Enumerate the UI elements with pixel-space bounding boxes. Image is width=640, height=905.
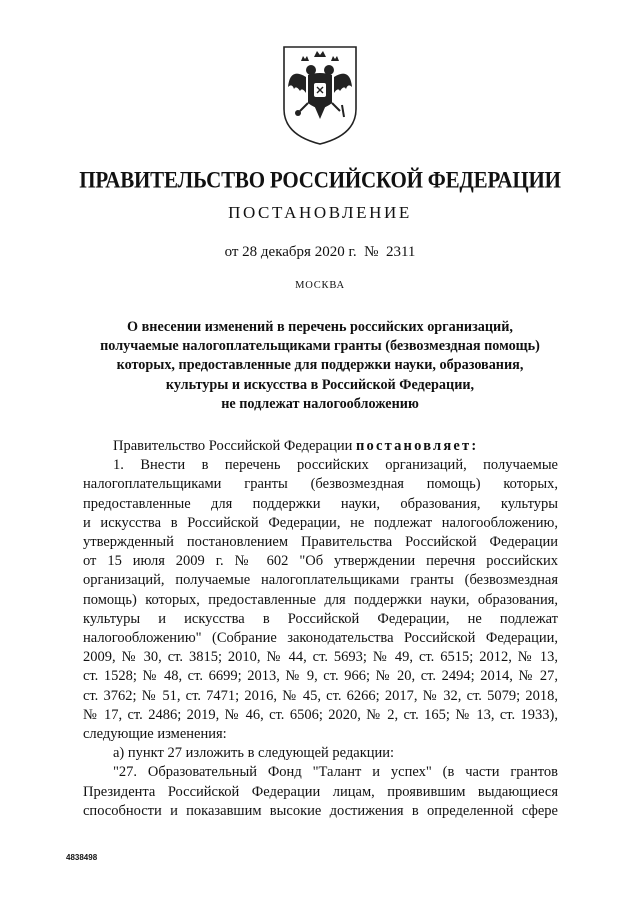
number-sign: №	[364, 244, 379, 260]
paragraph-line: помощь) которых, предоставленные для поддержки науки, образования,	[83, 591, 558, 608]
government-title: ПРАВИТЕЛЬСТВО РОССИЙСКОЙ ФЕДЕРАЦИИ	[79, 167, 561, 193]
paragraph-line: культуры и искусства в Российской Федерации, не подлежат	[83, 610, 558, 627]
paragraph-line: предоставленные для поддержки науки, образования, культуры	[83, 495, 558, 512]
paragraph-line: 1. Внести в перечень российских организаций, получаемые	[113, 457, 558, 474]
paragraph-line: следующие изменения:	[83, 726, 227, 743]
paragraph-line: налогоплательщиками гранты (безвозмездная помощь) которых,	[83, 476, 558, 493]
paragraph-line: налогообложению" (Собрание законодательства Российской Федерации,	[83, 630, 558, 647]
state-emblem-icon	[276, 43, 364, 147]
paragraph-line: от 15 июля 2009 г. № 602 "Об утверждении перечня российских	[83, 553, 558, 570]
document-place: МОСКВА	[295, 280, 345, 291]
paragraph-line: ст. 1528; № 48, ст. 6699; 2013, № 9, ст. 966; № 20, ст. 2494; 2014, № 27,	[83, 668, 558, 685]
subject-line: которых, предоставленные для поддержки науки, образования,	[116, 357, 524, 374]
paragraph-line: 2009, № 30, ст. 3815; 2010, № 44, ст. 5693; № 49, ст. 6515; 2012, № 13,	[83, 649, 558, 666]
subject-line: не подлежат налогообложению	[221, 395, 419, 412]
document-body	[83, 437, 558, 821]
document-date-number	[0, 244, 640, 261]
document-code: 4838498	[66, 853, 98, 862]
document-subject	[90, 318, 550, 414]
paragraph-line: организаций, получаемые налогоплательщиками гранты (безвозмездная	[83, 572, 558, 589]
paragraph-line: № 17, ст. 2486; 2019, № 46, ст. 6506; 2020, № 2, ст. 165; № 13, ст. 1933),	[83, 706, 558, 723]
document-number: 2311	[385, 244, 416, 260]
paragraph-line: утвержденный постановлением Правительства Российской Федерации	[83, 534, 558, 551]
document-type: ПОСТАНОВЛЕНИЕ	[228, 203, 412, 222]
intro-paragraph	[83, 437, 558, 456]
subject-line: О внесении изменений в перечень российских организаций,	[127, 319, 513, 335]
paragraph-line: и искусства в Российской Федерации, не подлежат налогообложению,	[83, 514, 558, 531]
intro-text: Правительство Российской Федерации	[113, 438, 356, 454]
item-27-line: Президента Российской Федерации лицам, проявившим выдающиеся	[83, 783, 558, 800]
document-date: от 28 декабря 2020 г.	[224, 244, 357, 260]
item-27-line: способности и показавшим высокие достижения в определенной сфере	[83, 802, 558, 819]
intro-emphasis: постановляет:	[355, 438, 479, 454]
subject-line: культуры и искусства в Российской Федерации,	[165, 376, 475, 393]
subject-line: получаемые налогоплательщиками гранты (безвозмездная помощь)	[100, 338, 540, 355]
item-27-line: "27. Образовательный Фонд "Талант и успех" (в части грантов	[113, 764, 558, 781]
paragraph-line: ст. 3762; № 51, ст. 7471; 2016, № 45, ст. 6266; 2017, № 32, ст. 5079; 2018,	[83, 687, 558, 704]
item-a: а) пункт 27 изложить в следующей редакции:	[113, 745, 395, 762]
